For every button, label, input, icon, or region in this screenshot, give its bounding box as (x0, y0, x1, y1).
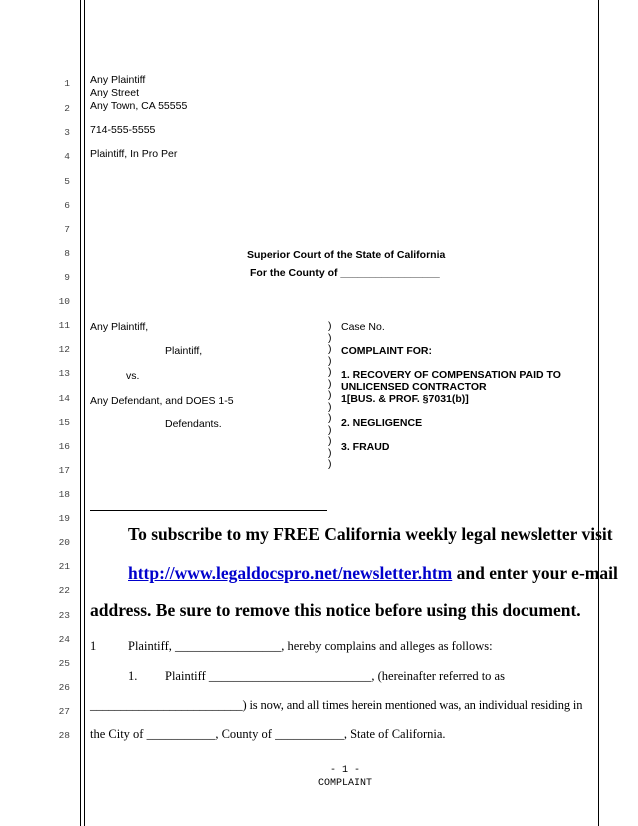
plaintiff-street: Any Street (90, 87, 140, 99)
line-number: 17 (58, 465, 70, 476)
line-number: 20 (58, 537, 70, 548)
notice-line-3: address. Be sure to remove this notice before using this document. (90, 600, 581, 620)
cause-1-line-1: 1. RECOVERY OF COMPENSATION PAID TO (341, 369, 561, 381)
paragraph-2-number: 1. (128, 669, 138, 683)
line-number: 2 (64, 103, 70, 114)
line-number: 25 (58, 658, 70, 669)
line-number: 9 (64, 272, 70, 283)
line-number: 8 (64, 248, 70, 259)
notice-line-1: To subscribe to my FREE California weekly legal newsletter visit (128, 524, 613, 544)
plaintiff-phone: 714-555-5555 (90, 124, 156, 136)
cause-1-line-2: UNLICENSED CONTRACTOR (341, 381, 487, 393)
line-number: 28 (58, 730, 70, 741)
line-number: 10 (58, 296, 70, 307)
caption-separator (90, 510, 327, 511)
line-number: 19 (58, 513, 70, 524)
line-number: 15 (58, 417, 70, 428)
line-number: 24 (58, 634, 70, 645)
caption-parentheses: ) ) ) ) ) ) ) ) ) ) ) ) ) (328, 320, 332, 470)
plaintiff-city: Any Town, CA 55555 (90, 100, 188, 112)
plaintiff-role: Plaintiff, In Pro Per (90, 148, 178, 160)
line-number: 5 (64, 176, 70, 187)
paragraph-2-text: Plaintiff __________________________, (hereinafter referred to as (165, 669, 505, 683)
caption-defendant: Any Defendant, and DOES 1-5 (90, 395, 234, 407)
line-number: 27 (58, 706, 70, 717)
caption-plaintiff: Any Plaintiff, (90, 321, 149, 333)
cause-1-line-3: 1[BUS. & PROF. §7031(b)] (341, 393, 469, 405)
case-number-label: Case No. (341, 321, 385, 333)
left-margin-line-1 (80, 0, 81, 826)
line-number: 6 (64, 200, 70, 211)
newsletter-link[interactable]: http://www.legaldocspro.net/newsletter.htm (128, 563, 453, 583)
court-county: For the County of _________________ (250, 267, 440, 279)
line-number: 16 (58, 441, 70, 452)
line-number: 1 (64, 78, 70, 89)
line-number: 11 (58, 320, 70, 331)
caption-plaintiff-label: Plaintiff, (165, 345, 203, 357)
plaintiff-name: Any Plaintiff (90, 74, 146, 86)
line-number: 23 (58, 610, 70, 621)
caption-defendant-label: Defendants. (165, 418, 222, 430)
line-number: 26 (58, 682, 70, 693)
notice-line-2-rest: and enter your e-mail (452, 563, 618, 583)
footer-title: COMPLAINT (317, 778, 372, 789)
line-number: 18 (58, 489, 70, 500)
paragraph-1-number: 1 (90, 639, 97, 653)
right-margin-line (598, 0, 599, 826)
court-title: Superior Court of the State of California (247, 249, 446, 261)
cause-2: 2. NEGLIGENCE (341, 417, 423, 429)
paragraph-1-text: Plaintiff, _________________, hereby complains and alleges as follows: (128, 639, 493, 653)
line-number: 14 (58, 393, 70, 404)
page-number: - 1 - (329, 765, 360, 776)
paragraph-2-continuation: _________________________) is now, and all times herein mentioned was, an individual residing in (90, 698, 583, 712)
line-number: 13 (58, 368, 70, 379)
left-margin-line-2 (84, 0, 85, 826)
cause-3: 3. FRAUD (341, 441, 390, 453)
notice-line-2 (128, 563, 618, 584)
line-number: 3 (64, 127, 70, 138)
paragraph-2-continuation-2: the City of ___________, County of ___________, State of California. (90, 727, 446, 741)
line-number: 7 (64, 224, 70, 235)
complaint-for: COMPLAINT FOR: (341, 345, 432, 357)
line-number: 21 (58, 561, 70, 572)
line-number: 22 (58, 585, 70, 596)
line-number: 12 (58, 344, 70, 355)
line-number: 4 (64, 151, 70, 162)
caption-vs: vs. (126, 370, 140, 382)
